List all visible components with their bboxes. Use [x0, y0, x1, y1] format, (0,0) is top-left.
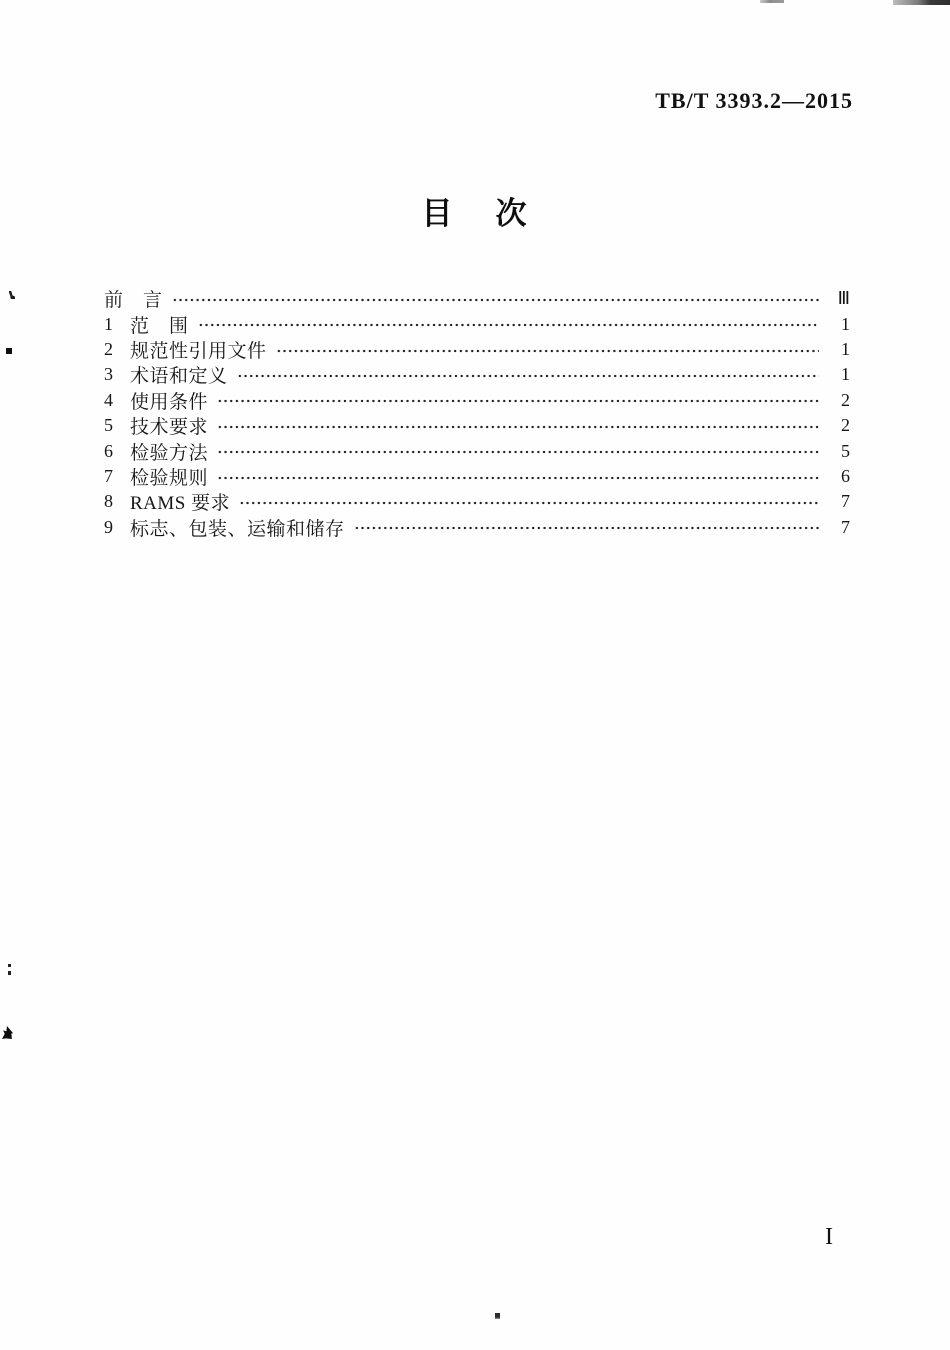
toc-dot-leader	[237, 362, 819, 387]
toc-dot-leader	[217, 438, 819, 463]
toc-entry-label: RAMS 要求	[130, 493, 231, 515]
toc-entry-number: 3	[104, 364, 113, 385]
scan-artifact-bottom	[495, 1313, 500, 1319]
scan-artifact-margin-2	[6, 348, 12, 354]
toc-entry-page: 1	[841, 364, 850, 385]
toc-entry	[104, 362, 850, 387]
toc-entry	[104, 337, 850, 362]
toc-entry-label: 前 言	[104, 290, 163, 312]
toc-entry-label: 标志、包装、运输和储存	[130, 518, 345, 540]
toc-entry-label: 使用条件	[130, 391, 209, 413]
toc-entry-number: 4	[104, 389, 113, 410]
toc-entry-page: Ⅲ	[837, 288, 850, 309]
standard-number-header: TB/T 3393.2—2015	[655, 88, 853, 113]
toc-entry-page: 1	[841, 313, 850, 334]
toc-entry-number: 1	[104, 313, 113, 334]
toc-entry-label: 技术要求	[130, 417, 209, 439]
toc-entry	[104, 515, 850, 540]
toc-dot-leader	[276, 337, 819, 362]
toc-entry-page: 7	[841, 491, 850, 512]
footer-page-number: I	[825, 1224, 833, 1250]
toc-entry	[104, 489, 850, 514]
toc-entry	[104, 286, 850, 311]
toc-entry-number: 8	[104, 491, 113, 512]
toc-entry	[104, 388, 850, 413]
toc-entry-label: 检验方法	[130, 442, 209, 464]
toc-entry-page: 1	[841, 338, 850, 359]
scan-artifact-margin-1	[9, 291, 15, 299]
scan-artifact-top-right	[893, 0, 950, 5]
toc-entry-page: 6	[841, 465, 850, 486]
toc-entry-number: 7	[104, 465, 113, 486]
toc-entry-page: 2	[841, 415, 850, 436]
scan-artifact-margin-4	[8, 971, 11, 975]
toc-dot-leader	[239, 489, 819, 514]
scan-artifact-margin-5	[2, 1026, 13, 1039]
toc-entry-page: 5	[841, 440, 850, 461]
page-title: 目 次	[421, 196, 533, 231]
toc-entry	[104, 464, 850, 489]
toc-dot-leader	[217, 464, 819, 489]
toc-dot-leader	[198, 311, 819, 336]
toc-entry-label: 检验规则	[130, 467, 209, 489]
toc-entry-number: 9	[104, 516, 113, 537]
toc-entry-label: 规范性引用文件	[130, 340, 267, 362]
toc-entry-label: 术语和定义	[130, 366, 228, 388]
toc-entry-page: 2	[841, 389, 850, 410]
toc-entry-page: 7	[841, 516, 850, 537]
scan-artifact-margin-3	[8, 964, 11, 967]
toc-entry-number: 2	[104, 338, 113, 359]
toc-dot-leader	[217, 388, 819, 413]
toc-dot-leader	[217, 413, 819, 438]
toc-dot-leader	[172, 286, 819, 311]
scan-artifact-top-left	[760, 0, 784, 3]
toc-entry-label: 范 围	[130, 315, 189, 337]
toc-entry-number: 6	[104, 440, 113, 461]
toc-dot-leader	[354, 515, 819, 540]
toc-entry	[104, 311, 850, 336]
toc-entry	[104, 438, 850, 463]
toc-entry-number: 5	[104, 415, 113, 436]
table-of-contents	[104, 286, 850, 540]
toc-entry	[104, 413, 850, 438]
